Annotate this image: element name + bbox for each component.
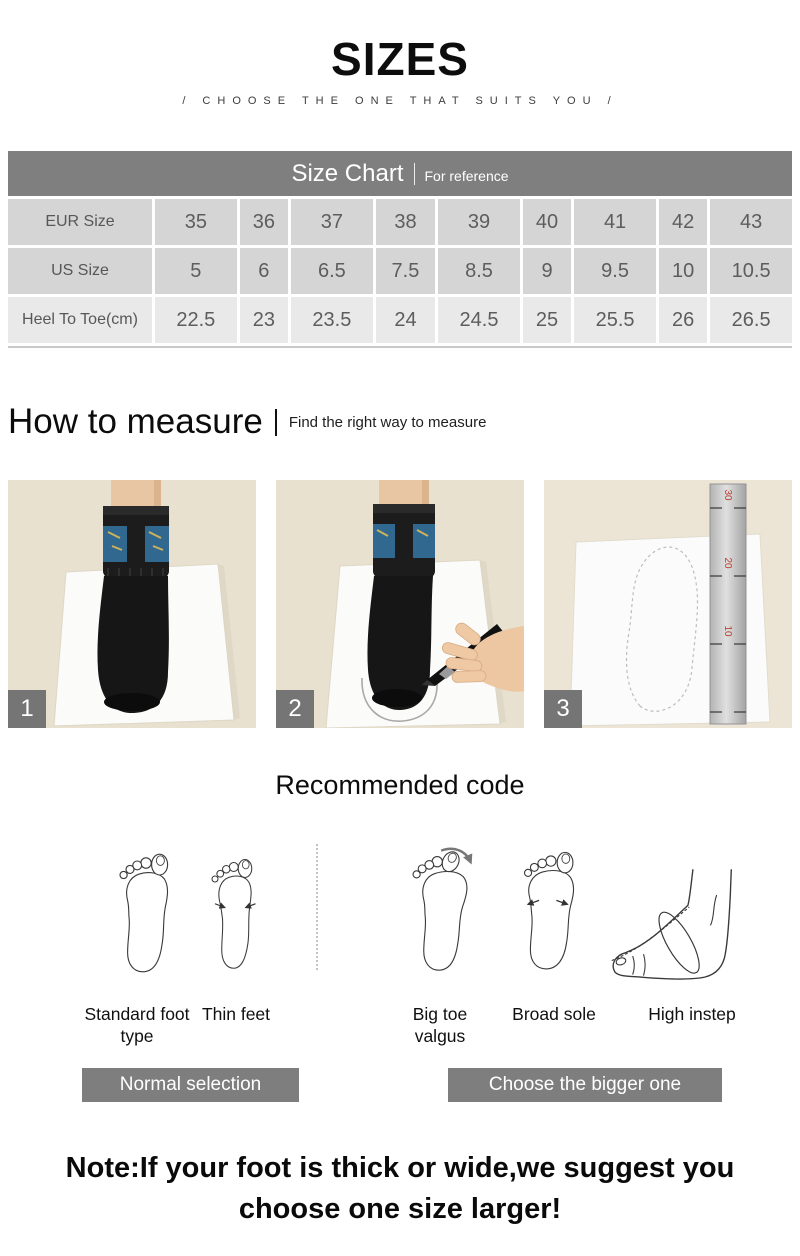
table-cell: 26 (659, 297, 707, 343)
table-cell: 25.5 (574, 297, 656, 343)
table-cell: 26.5 (710, 297, 792, 343)
table-cell: 24 (376, 297, 435, 343)
page-tagline: / CHOOSE THE ONE THAT SUITS YOU / (182, 95, 618, 107)
how-title: How to measure (8, 402, 263, 441)
step-photo-3 (544, 480, 792, 728)
table-cell: 38 (376, 199, 435, 245)
row-label: Heel To Toe(cm) (8, 297, 152, 343)
table-cell: 23 (240, 297, 288, 343)
table-cell: 40 (523, 199, 571, 245)
how-subtitle: Find the right way to measure (288, 413, 487, 431)
broad-sole-figure (506, 838, 580, 988)
table-cell: 6.5 (291, 248, 373, 294)
table-cell: 35 (155, 199, 237, 245)
size-chart-title: Size Chart (291, 159, 404, 187)
table-cell: 41 (574, 199, 656, 245)
ruler-mark-20: 20 (722, 557, 733, 569)
table-cell: 37 (291, 199, 373, 245)
table-cell: 36 (240, 199, 288, 245)
table-cell: 22.5 (155, 297, 237, 343)
normal-selection-button[interactable]: Normal selection (82, 1068, 299, 1102)
step-number-badge: 2 (276, 690, 314, 728)
thin-feet-figure (200, 842, 260, 988)
step-number-badge: 1 (8, 690, 46, 728)
row-label: EUR Size (8, 199, 152, 245)
foot-type-label: Thin feet (201, 1004, 271, 1024)
step-photo-1 (8, 480, 256, 728)
row-label: US Size (8, 248, 152, 294)
table-cell: 23.5 (291, 297, 373, 343)
recommendation-buttons (0, 1068, 800, 1102)
size-note: Note:If your foot is thick or wide,we suggest you choose one size larger! (65, 1152, 735, 1226)
step-photo-2 (276, 480, 524, 728)
foot-type-label: High instep (648, 1004, 736, 1024)
table-cell: 9.5 (574, 248, 656, 294)
table-cell: 8.5 (438, 248, 520, 294)
table-cell: 25 (523, 297, 571, 343)
table-cell: 39 (438, 199, 520, 245)
table-cell: 10.5 (710, 248, 792, 294)
high-instep-figure (606, 858, 764, 986)
table-cell: 10 (659, 248, 707, 294)
recommended-title: Recommended code (275, 770, 525, 800)
foot-sole-arrows-in-icon (200, 842, 260, 988)
dotted-divider (316, 844, 318, 970)
ruler-mark-10: 10 (722, 625, 733, 637)
hero-section (0, 0, 800, 107)
big-toe-valgus-figure (400, 832, 476, 988)
table-cell: 9 (523, 248, 571, 294)
size-chart-note: For reference (424, 167, 509, 184)
table-row-eur (8, 199, 792, 245)
divider-line (275, 409, 277, 436)
table-cell: 24.5 (438, 297, 520, 343)
divider-line (414, 163, 415, 185)
step-number-badge: 3 (544, 690, 582, 728)
table-cell: 5 (155, 248, 237, 294)
how-to-measure-section (8, 402, 792, 442)
foot-sole-arrows-out-icon (506, 838, 580, 988)
size-chart-table (5, 196, 795, 346)
foot-type-label: Broad sole (512, 1004, 596, 1024)
page-title: SIZES (331, 33, 469, 85)
table-cell: 6 (240, 248, 288, 294)
ruler-mark-30: 30 (722, 489, 733, 501)
foot-type-label: Big toe valgus (412, 1004, 468, 1046)
standard-foot-figure (102, 840, 174, 990)
measure-steps (8, 480, 792, 728)
foot-sole-valgus-icon (400, 832, 476, 988)
foot-diagrams (0, 828, 800, 1050)
table-row-heel (8, 297, 792, 343)
table-cell: 43 (710, 199, 792, 245)
size-chart-section (8, 151, 792, 348)
foot-sole-icon (102, 840, 174, 990)
table-cell: 7.5 (376, 248, 435, 294)
foot-type-label: Standard foot type (84, 1004, 190, 1046)
table-row-us (8, 248, 792, 294)
choose-bigger-button[interactable]: Choose the bigger one (448, 1068, 722, 1102)
size-chart-header (8, 151, 792, 196)
table-cell: 42 (659, 199, 707, 245)
foot-side-instep-icon (606, 858, 764, 986)
